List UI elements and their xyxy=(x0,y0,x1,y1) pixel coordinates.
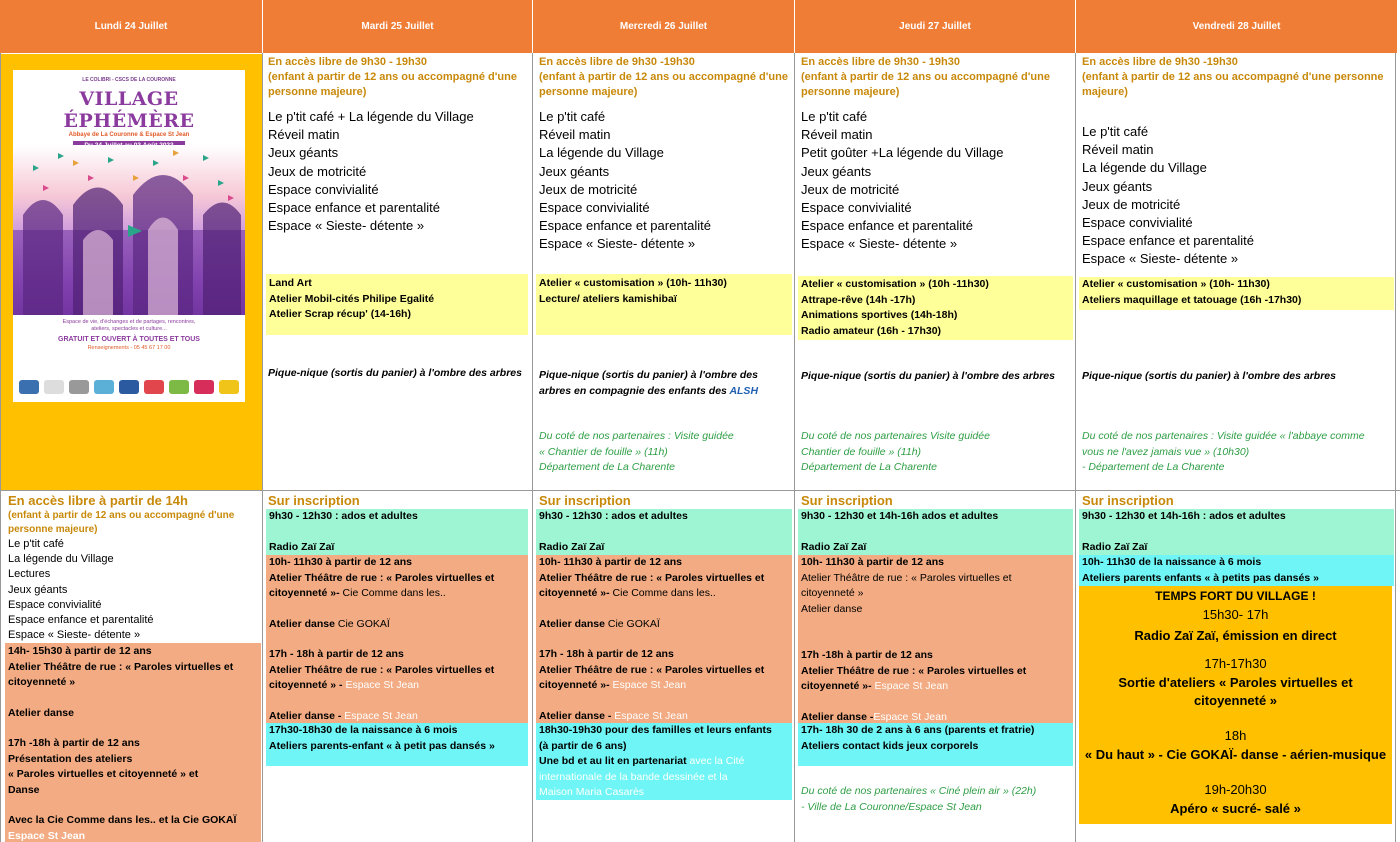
list-item: Radio Zaï Zaï xyxy=(539,540,605,553)
list-item-part: Atelier danse - xyxy=(539,709,615,722)
section-title: Sur inscription xyxy=(801,493,893,508)
list-item: 10h- 11h30 à partir de 12 ans xyxy=(801,556,944,568)
list-item xyxy=(801,679,1070,695)
section-title: En accès libre à partir de 14h xyxy=(8,493,188,508)
list-item xyxy=(539,709,789,725)
poster-top-text: LE COLIBRI - CSCS DE LA COURONNE xyxy=(82,77,176,83)
list-item: Ateliers parents enfants « à petits pas dansés » xyxy=(1082,571,1319,584)
list-item: Attrape-rêve (14h -17h) xyxy=(801,293,916,306)
radio-box xyxy=(536,509,792,555)
acces-line: En accès libre de 9h30 - 19h30 xyxy=(801,56,960,68)
list-item: Radio amateur (16h - 17h30) xyxy=(801,324,942,337)
list-item: Espace convivialité xyxy=(8,598,102,611)
mardi-am-cell xyxy=(268,55,530,235)
partner-text xyxy=(801,429,1073,476)
list-item: Espace enfance et parentalité xyxy=(268,200,441,216)
list-item: 17h - 18h à partir de 12 ans xyxy=(539,648,674,660)
list-item: 17h -18h à partir de 12 ans xyxy=(8,737,140,749)
partner-line: Département de La Charente xyxy=(539,461,676,473)
list-item: Atelier Théâtre de rue : « Paroles virtuelles et xyxy=(801,571,1012,584)
logo-icon xyxy=(94,380,114,394)
partner-text xyxy=(801,784,1073,815)
list-item: 10h- 11h30 à partir de 12 ans xyxy=(269,556,412,568)
list-item: 17h -18h à partir de 12 ans xyxy=(801,649,933,661)
list-item: Le p'tit café + La légende du Village xyxy=(268,109,474,124)
list-item: Espace convivialité xyxy=(801,200,912,216)
picnic-line xyxy=(539,384,791,400)
section-title: Sur inscription xyxy=(1082,493,1174,508)
list-item-part: citoyenneté »- xyxy=(269,587,343,599)
radio-box xyxy=(1079,509,1394,555)
list-item: La légende du Village xyxy=(539,145,664,161)
radio-box xyxy=(266,509,528,555)
list-item: Atelier « customisation » (10h -11h30) xyxy=(801,278,989,290)
list-item: Le p'tit café xyxy=(1082,124,1149,139)
list-item xyxy=(539,754,789,770)
list-item: 10h- 11h30 à partir de 12 ans xyxy=(539,556,682,568)
partner-line: - Ville de La Couronne/Espace St Jean xyxy=(801,800,982,813)
list-item xyxy=(269,586,525,602)
activity-list xyxy=(1082,123,1394,269)
vendredi-am-cell xyxy=(1082,55,1394,269)
list-item-part: Atelier danse - xyxy=(801,710,874,723)
list-item: Land Art xyxy=(269,277,312,289)
row-divider xyxy=(0,490,1400,491)
activity-list xyxy=(801,108,1073,254)
logo-icon xyxy=(219,380,239,394)
picnic-text xyxy=(539,368,791,399)
list-item-part: Cie Comme dans les.. xyxy=(612,587,716,599)
list-item: 9h30 - 12h30 : ados et adultes xyxy=(539,510,688,522)
list-item-part: Espace St Jean xyxy=(614,709,688,722)
partner-line: Chantier de fouille » (11h) xyxy=(801,445,922,458)
list-item: Maison Maria Casarès xyxy=(539,786,645,798)
lundi-pm-cell xyxy=(8,492,260,643)
list-item: Animations sportives (14h-18h) xyxy=(801,309,958,321)
list-item: Jeux de motricité xyxy=(539,181,638,197)
header-lundi: Lundi 24 Juillet xyxy=(0,0,263,53)
acces-line: (enfant à partir de 12 ans ou accompagné d'une xyxy=(801,71,1050,83)
list-item: Jeux géants xyxy=(268,145,339,161)
list-item: Ateliers contact kids jeux corporels xyxy=(801,739,979,752)
list-item: Atelier Théâtre de rue : « Paroles virtuelles et xyxy=(539,663,765,676)
section-title: Sur inscription xyxy=(539,493,631,508)
list-item: Ateliers maquillage et tatouage (16h -17h30) xyxy=(1082,293,1302,306)
workshop-box xyxy=(798,276,1073,340)
partner-line: Du coté de nos partenaires « Ciné plein air » (22h) xyxy=(801,785,1037,797)
alsh-label: ALSH xyxy=(729,384,759,397)
workshop-box xyxy=(536,555,792,723)
list-item xyxy=(539,617,789,633)
acces-line: personne majeure) xyxy=(801,86,900,98)
list-item-part: Cie Comme dans les.. xyxy=(342,587,446,599)
list-item: 10h- 11h30 de la naissance à 6 mois xyxy=(1082,556,1262,568)
partner-line: - Département de La Charente xyxy=(1082,461,1225,473)
acces-line: (enfant à partir de 12 ans ou accompagné d'une personne xyxy=(1082,71,1384,83)
list-item: Jeux de motricité xyxy=(801,181,900,197)
list-item: 17h- 18h 30 de 2 ans à 6 ans (parents et fratrie) xyxy=(801,724,1035,736)
list-item: Espace « Sieste- détente » xyxy=(801,236,958,252)
highlight-event: « Du haut » - Cie GOKAÏ- danse - aérien-musique xyxy=(1084,747,1387,763)
list-item: Lectures xyxy=(8,568,51,581)
list-item: Jeux de motricité xyxy=(268,163,367,179)
picnic-text: Pique-nique (sortis du panier) à l'ombre des arbres xyxy=(801,370,1055,382)
list-item: Jeux géants xyxy=(539,163,610,179)
partner-line: Du coté de nos partenaires : Visite guidée « l'abbaye comme xyxy=(1082,430,1365,442)
poster-desc-1: Espace de vie, d'échanges et de partages, rencontres, xyxy=(62,319,196,325)
list-item: Atelier Scrap récup' (14-16h) xyxy=(269,308,411,320)
list-item: Petit goûter +La légende du Village xyxy=(801,145,1004,161)
highlight-time: 17h-17h30 xyxy=(1204,655,1267,671)
acces-line: (enfant à partir de 12 ans ou accompagné d'une xyxy=(268,71,517,83)
list-item-part: Espace St Jean xyxy=(345,679,419,691)
baby-workshop-box xyxy=(1079,555,1394,586)
partner-line: Du coté de nos partenaires : Visite guidée xyxy=(539,430,734,442)
list-item: Espace enfance et parentalité xyxy=(539,218,712,234)
list-item: Espace convivialité xyxy=(268,181,379,197)
list-item: (à partir de 6 ans) xyxy=(539,739,627,752)
list-item xyxy=(269,678,525,694)
list-item: Réveil matin xyxy=(801,127,873,143)
list-item: Présentation des ateliers xyxy=(8,752,133,765)
list-item-part: Espace St Jean xyxy=(874,680,949,692)
partner-line: « Chantier de fouille » (11h) xyxy=(539,445,668,458)
list-item: La légende du Village xyxy=(1082,160,1207,176)
highlight-event: Apéro « sucré- salé » xyxy=(1170,801,1301,817)
list-item: Danse xyxy=(8,783,40,796)
partner-text xyxy=(539,429,791,476)
list-item: Espace « Sieste- détente » xyxy=(1082,251,1239,267)
logo-icon xyxy=(194,380,214,394)
list-item: Le p'tit café xyxy=(8,538,64,550)
header-mercredi: Mercredi 26 Juillet xyxy=(533,0,795,53)
list-item: Atelier Théâtre de rue : « Paroles virtuelles et xyxy=(801,664,1027,677)
workshop-box xyxy=(798,555,1073,723)
poster-desc-2: ateliers, spectacles et culture... xyxy=(91,326,167,332)
list-item-part: Espace St Jean xyxy=(873,710,947,723)
poster-image xyxy=(13,70,245,402)
logo-icon xyxy=(169,380,189,394)
list-item: Espace convivialité xyxy=(539,200,650,216)
acces-line: personne majeure) xyxy=(8,524,98,535)
list-item-part: Cie GOKAÏ xyxy=(334,617,390,630)
list-item: Espace enfance et parentalité xyxy=(8,614,154,627)
acces-line: majeure) xyxy=(1082,86,1128,98)
list-item-part: Atelier danse - xyxy=(269,709,345,722)
list-item xyxy=(269,617,525,633)
list-item: « Paroles virtuelles et citoyenneté » et xyxy=(8,768,199,780)
partner-text xyxy=(1082,429,1394,476)
list-item: Radio Zaï Zaï xyxy=(1082,540,1148,553)
abbey-illustration xyxy=(13,145,245,315)
partner-logos xyxy=(19,378,239,396)
partner-line: vous ne l'avez jamais vue » (10h30) xyxy=(1082,445,1250,458)
list-item: Atelier danse xyxy=(8,706,74,719)
list-item: Jeux géants xyxy=(8,583,68,596)
list-item: citoyenneté » xyxy=(8,676,76,688)
list-item: Espace enfance et parentalité xyxy=(1082,233,1255,249)
list-item: Réveil matin xyxy=(268,127,340,143)
list-item: Atelier Théâtre de rue : « Paroles virtuelles et xyxy=(8,660,234,673)
list-item: citoyenneté » xyxy=(801,587,864,599)
highlight-time: 18h xyxy=(1224,727,1247,743)
list-item: Espace St Jean xyxy=(8,829,86,842)
list-item-part: citoyenneté »- xyxy=(801,680,875,692)
acces-line: En accès libre de 9h30 -19h30 xyxy=(1082,56,1238,68)
picnic-line-text: arbres en compagnie des enfants des xyxy=(539,384,730,397)
highlight-title: TEMPS FORT DU VILLAGE ! xyxy=(1155,589,1316,603)
list-item: Espace « Sieste- détente » xyxy=(268,218,425,234)
list-item: Jeux géants xyxy=(1082,178,1153,194)
poster-subtitle: Abbaye de La Couronne & Espace St Jean xyxy=(68,132,190,138)
list-item: 17h30-18h30 de la naissance à 6 mois xyxy=(269,724,458,736)
list-item: Espace « Sieste- détente » xyxy=(539,236,696,252)
logo-icon xyxy=(69,380,89,394)
list-item: Atelier « customisation » (10h- 11h30) xyxy=(539,277,727,289)
list-item: Le p'tit café xyxy=(801,109,868,124)
partner-line: Du coté de nos partenaires Visite guidée xyxy=(801,430,990,442)
workshop-box xyxy=(1079,277,1394,310)
radio-box xyxy=(798,509,1073,555)
list-item: Espace convivialité xyxy=(1082,215,1193,231)
list-item xyxy=(269,709,525,725)
acces-line: (enfant à partir de 12 ans ou accompagné d'une xyxy=(8,510,235,521)
list-item xyxy=(539,678,789,694)
poster-cell xyxy=(1,54,262,490)
list-item-part: citoyenneté » - xyxy=(269,679,346,691)
list-item-part: citoyenneté »- xyxy=(539,679,613,691)
list-item-part: Atelier danse xyxy=(539,617,605,630)
acces-line: (enfant à partir de 12 ans ou accompagné d'une xyxy=(539,71,788,83)
family-workshop-box xyxy=(536,723,792,800)
list-item: 14h- 15h30 à partir de 12 ans xyxy=(8,645,152,657)
poster-illustration xyxy=(13,145,245,315)
header-jeudi: Jeudi 27 Juillet xyxy=(795,0,1076,53)
highlight-event: Sortie d'ateliers « Paroles virtuelles et xyxy=(1118,675,1353,691)
acces-line: personne majeure) xyxy=(268,86,367,98)
logo-icon xyxy=(19,380,39,394)
list-item: Ateliers parents-enfant « à petit pas dansés » xyxy=(269,739,495,752)
list-item-part: Atelier danse xyxy=(269,617,335,630)
list-item-part: avec la Cité xyxy=(689,755,745,767)
list-item xyxy=(539,586,789,602)
highlight-event: citoyenneté » xyxy=(1193,692,1278,708)
list-item: Atelier Théâtre de rue : « Paroles virtuelles et xyxy=(539,571,765,584)
list-item: Atelier « customisation » (10h- 11h30) xyxy=(1082,278,1270,290)
header-vendredi: Vendredi 28 Juillet xyxy=(1076,0,1398,53)
picnic-text: Pique-nique (sortis du panier) à l'ombre des arbres xyxy=(268,367,522,379)
list-item: Jeux géants xyxy=(801,163,872,179)
header-mardi: Mardi 25 Juillet xyxy=(263,0,533,53)
workshop-box xyxy=(266,555,528,723)
partner-line: Département de La Charente xyxy=(801,461,938,473)
workshop-box xyxy=(536,274,792,335)
poster-info: Renseignements - 05 45 67 17 00 xyxy=(87,345,171,351)
list-item: La légende du Village xyxy=(8,553,114,566)
activity-list xyxy=(268,108,530,235)
list-item: Espace « Sieste- détente » xyxy=(8,629,141,642)
list-item: Atelier Théâtre de rue : « Paroles virtuelles et xyxy=(269,663,495,676)
list-item: Réveil matin xyxy=(1082,142,1154,158)
highlight-box xyxy=(1079,586,1392,824)
list-item: Espace enfance et parentalité xyxy=(801,218,974,234)
acces-line: personne majeure) xyxy=(539,86,638,98)
list-item: Radio Zaï Zaï xyxy=(269,540,335,553)
list-item: Atelier Théâtre de rue : « Paroles virtuelles et xyxy=(269,571,495,584)
activity-list xyxy=(539,108,794,254)
list-item: Réveil matin xyxy=(539,127,611,143)
list-item: Radio Zaï Zaï xyxy=(801,540,867,553)
logo-icon xyxy=(44,380,64,394)
picnic-text: Pique-nique (sortis du panier) à l'ombre des arbres xyxy=(1082,370,1336,382)
highlight-event: Radio Zaï Zaï, émission en direct xyxy=(1134,628,1337,644)
poster-title: VILLAGE ÉPHÉMÈRE xyxy=(63,88,195,132)
highlight-time: 19h-20h30 xyxy=(1204,781,1267,797)
list-item: Jeux de motricité xyxy=(1082,196,1181,212)
list-item: Avec la Cie Comme dans les.. et la Cie GOKAÏ xyxy=(8,814,237,826)
kids-workshop-box xyxy=(798,723,1073,766)
acces-line: En accès libre de 9h30 - 19h30 xyxy=(268,56,427,68)
list-item: 9h30 - 12h30 et 14h-16h ados et adultes xyxy=(801,510,999,522)
workshop-box xyxy=(5,643,261,842)
poster-footer xyxy=(13,315,245,402)
picnic-line: Pique-nique (sortis du panier) à l'ombre des xyxy=(539,369,758,381)
section-title: Sur inscription xyxy=(268,493,360,508)
list-item: 18h30-19h30 pour des familles et leurs enfants xyxy=(539,724,772,736)
list-item: internationale de la bande dessinée et la xyxy=(539,770,728,783)
list-item-part: Cie GOKAÏ xyxy=(604,617,660,630)
list-item-part: Espace St Jean xyxy=(612,679,687,691)
acces-line: En accès libre de 9h30 -19h30 xyxy=(539,56,695,68)
list-item: Le p'tit café xyxy=(539,109,606,124)
highlight-time: 15h30- 17h xyxy=(1202,606,1269,622)
baby-workshop-box xyxy=(266,723,528,766)
workshop-box xyxy=(266,274,528,335)
list-item: Atelier danse xyxy=(801,602,863,615)
activity-list xyxy=(8,537,260,643)
logo-icon xyxy=(144,380,164,394)
list-item-part: Une bd et au lit en partenariat xyxy=(539,755,690,767)
list-item: 17h - 18h à partir de 12 ans xyxy=(269,648,404,660)
list-item: Lecture/ ateliers kamishibaï xyxy=(539,292,677,305)
list-item: Atelier Mobil-cités Philipe Egalité xyxy=(269,292,435,305)
poster-free: GRATUIT ET OUVERT À TOUTES ET TOUS xyxy=(58,336,200,343)
logo-icon xyxy=(119,380,139,394)
mercredi-am-cell xyxy=(539,55,794,254)
list-item: 9h30 - 12h30 : ados et adultes xyxy=(269,510,418,522)
list-item: 9h30 - 12h30 et 14h-16h : ados et adultes xyxy=(1082,510,1286,522)
jeudi-am-cell xyxy=(801,55,1073,254)
list-item-part: Espace St Jean xyxy=(344,709,418,722)
list-item-part: citoyenneté »- xyxy=(539,587,613,599)
